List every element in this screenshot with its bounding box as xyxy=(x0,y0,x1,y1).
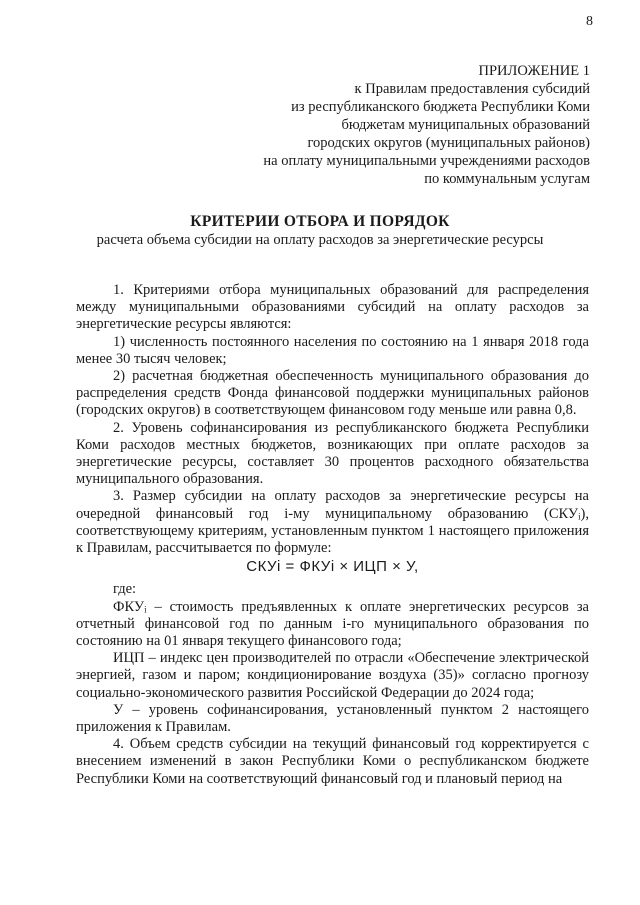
appendix-line: на оплату муниципальными учреждениями расходов xyxy=(263,153,590,169)
definition-icp: ИЦП – индекс цен производителей по отрасли «Обеспечение электрической энергией, газом и паром; кондиционирование воздуха (35)» согласно прогнозу социально-экономического развития Российской Федерации до 2024 года; xyxy=(76,650,589,701)
formula: СКУi = ФКУi × ИЦП × У, xyxy=(246,558,419,576)
appendix-header xyxy=(263,62,590,188)
document-heading xyxy=(0,212,640,250)
criterion-1: 1) численность постоянного населения по состоянию на 1 января 2018 года менее 30 тысяч человек; xyxy=(76,333,589,367)
page-number: 8 xyxy=(586,14,593,29)
appendix-line: городских округов (муниципальных районов) xyxy=(307,135,590,151)
appendix-line: к Правилам предоставления субсидий xyxy=(354,81,590,97)
paragraph-4: 4. Объем средств субсидии на текущий финансовый год корректируется с внесением изменений в закон Республики Коми о республиканском бюджете Республики Коми на соответствующий финансовый год и плановый период на xyxy=(76,736,589,787)
where-label: где: xyxy=(113,581,137,598)
document-body xyxy=(76,282,589,788)
paragraph-3: 3. Размер субсидии на оплату расходов за энергетические ресурсы на очередной финансовый год i-му муниципальному образованию (СКУᵢ), соответствующему критериям, установленным пунктом 1 настоящего приложения к Правилам, рассчитывается по формуле: xyxy=(76,488,589,557)
criterion-2: 2) расчетная бюджетная обеспеченность муниципального образования до распределения средств Фонда финансовой поддержки муниципальных районов (городских округов) в соответствующем финансовом году меньше или равна 0,8. xyxy=(76,368,589,419)
appendix-line: из республиканского бюджета Республики Коми xyxy=(291,99,590,115)
appendix-title: ПРИЛОЖЕНИЕ 1 xyxy=(478,63,590,79)
document-subtitle: расчета объема субсидии на оплату расходов за энергетические ресурсы xyxy=(96,232,544,248)
definition-u: У – уровень софинансирования, установленный пунктом 2 настоящего приложения к Правилам. xyxy=(76,701,589,736)
paragraph-1: 1. Критериями отбора муниципальных образований для распределения между муниципальными образованиями субсидий на оплату расходов за энергетические ресурсы являются: xyxy=(76,282,589,333)
appendix-line: по коммунальным услугам xyxy=(424,171,590,187)
document-title: КРИТЕРИИ ОТБОРА И ПОРЯДОК xyxy=(190,213,450,230)
appendix-line: бюджетам муниципальных образований xyxy=(341,117,590,133)
definition-fku: ФКУᵢ – стоимость предъявленных к оплате энергетических ресурсов за отчетный финансовой год по данным i-го муниципального образования по состоянию на 01 января текущего финансового года; xyxy=(76,598,589,650)
paragraph-2: 2. Уровень софинансирования из республиканского бюджета Республики Коми расходов местных бюджетов, возникающих при оплате расходов за энергетические ресурсы, составляет 30 процентов расходного обязательства муниципального образования. xyxy=(76,419,589,488)
